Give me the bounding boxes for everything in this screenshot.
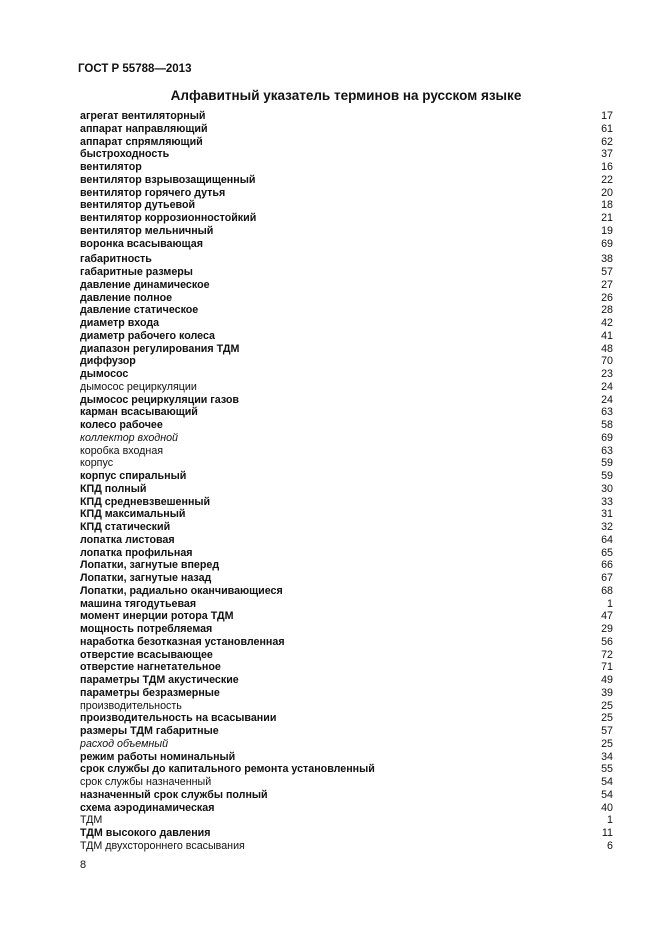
index-term: карман всасывающий bbox=[80, 406, 198, 419]
index-entry bbox=[80, 330, 613, 343]
index-term: КПД средневзвешенный bbox=[80, 495, 211, 508]
index-entry bbox=[80, 687, 613, 700]
index-term: назначенный срок службы полный bbox=[80, 788, 268, 801]
index-page-ref: 47 bbox=[601, 610, 613, 623]
index-page-ref: 25 bbox=[601, 699, 613, 712]
index-entry bbox=[80, 199, 613, 212]
index-page-ref: 68 bbox=[601, 584, 613, 597]
index-term: машина тягодутьевая bbox=[80, 597, 197, 610]
index-page-ref: 66 bbox=[601, 559, 613, 572]
index-term: аппарат спрямляющий bbox=[80, 135, 203, 148]
index-page-ref: 54 bbox=[601, 776, 613, 788]
index-term: давление статическое bbox=[80, 304, 199, 317]
index-entry bbox=[80, 266, 613, 279]
index-entry bbox=[80, 394, 613, 407]
index-term: производительность на всасывании bbox=[80, 712, 277, 725]
index-term: Лопатки, загнутые вперед bbox=[80, 559, 220, 572]
index-page-ref: 49 bbox=[601, 674, 613, 686]
index-entry bbox=[80, 304, 613, 317]
index-entry bbox=[80, 279, 613, 292]
index-entry bbox=[80, 610, 613, 623]
index-term: производительность bbox=[80, 699, 182, 712]
index-entry bbox=[80, 381, 613, 394]
index-entry bbox=[80, 751, 613, 764]
index-page-ref: 71 bbox=[601, 661, 613, 674]
index-term: КПД полный bbox=[80, 482, 147, 495]
index-term: КПД статический bbox=[80, 521, 171, 533]
index-term: диаметр рабочего колеса bbox=[80, 329, 215, 342]
index-term: Лопатки, загнутые назад bbox=[80, 572, 212, 584]
index-term: вентилятор горячего дутья bbox=[80, 186, 226, 199]
index-page-ref: 25 bbox=[601, 712, 613, 725]
index-entry bbox=[80, 355, 613, 368]
index-page-ref: 20 bbox=[601, 186, 613, 199]
index-page-ref: 23 bbox=[601, 368, 613, 380]
index-term: ТДМ двухстороннего всасывания bbox=[80, 839, 245, 852]
index-entry bbox=[80, 700, 613, 713]
index-entry bbox=[80, 712, 613, 725]
index-page-ref: 32 bbox=[601, 521, 613, 533]
index-entry bbox=[80, 840, 613, 853]
index-page-ref: 48 bbox=[601, 342, 613, 355]
index-term: диапазон регулирования ТДМ bbox=[80, 342, 240, 355]
index-term: наработка безотказная установленная bbox=[80, 635, 285, 648]
index-page-ref: 38 bbox=[601, 253, 613, 266]
index-entry bbox=[80, 763, 613, 776]
index-page-ref: 24 bbox=[601, 393, 613, 406]
index-entry bbox=[80, 432, 613, 445]
index-page-ref: 6 bbox=[607, 839, 613, 852]
index-term: отверстие всасывающее bbox=[80, 648, 213, 661]
index-page-ref: 56 bbox=[601, 635, 613, 648]
term-index-list bbox=[80, 110, 613, 853]
index-term: вентилятор bbox=[80, 161, 142, 173]
index-page-ref: 63 bbox=[601, 406, 613, 419]
document-code: ГОСТ Р 55788—2013 bbox=[78, 63, 192, 75]
index-term: отверстие нагнетательное bbox=[80, 661, 221, 674]
index-entry bbox=[80, 521, 613, 534]
index-entry bbox=[80, 585, 613, 598]
index-entry bbox=[80, 802, 613, 815]
index-entry bbox=[80, 814, 613, 827]
index-entry bbox=[80, 674, 613, 687]
index-page-ref: 28 bbox=[601, 304, 613, 317]
index-entry bbox=[80, 483, 613, 496]
index-page-ref: 40 bbox=[601, 801, 613, 814]
index-entry bbox=[80, 148, 613, 161]
index-page-ref: 72 bbox=[601, 648, 613, 661]
index-page-ref: 1 bbox=[607, 814, 613, 827]
index-page-ref: 64 bbox=[601, 533, 613, 546]
index-page-ref: 41 bbox=[601, 329, 613, 342]
index-term: дымосос bbox=[80, 368, 129, 380]
index-term: ТДМ высокого давления bbox=[80, 827, 211, 839]
index-term: коллектор входной bbox=[80, 431, 178, 444]
index-page-ref: 33 bbox=[601, 495, 613, 508]
index-term: лопатка листовая bbox=[80, 533, 175, 546]
index-entry bbox=[80, 623, 613, 636]
index-term: Лопатки, радиально оканчивающиеся bbox=[80, 584, 283, 597]
index-term: быстроходность bbox=[80, 148, 170, 161]
index-entry bbox=[80, 470, 613, 483]
index-term: вентилятор мельничный bbox=[80, 224, 214, 237]
index-page-ref: 63 bbox=[601, 444, 613, 457]
page-number: 8 bbox=[80, 859, 87, 871]
index-page-ref: 54 bbox=[601, 788, 613, 801]
index-page-ref: 69 bbox=[601, 237, 613, 250]
index-page-ref: 22 bbox=[601, 173, 613, 186]
index-page-ref: 62 bbox=[601, 135, 613, 148]
index-entry bbox=[80, 661, 613, 674]
index-term: давление динамическое bbox=[80, 278, 210, 291]
index-page-ref: 34 bbox=[601, 750, 613, 763]
index-page-ref: 59 bbox=[601, 470, 613, 482]
index-term: параметры безразмерные bbox=[80, 686, 220, 699]
index-entry bbox=[80, 110, 613, 123]
index-page-ref: 31 bbox=[601, 508, 613, 521]
index-page-ref: 39 bbox=[601, 686, 613, 699]
index-term: режим работы номинальный bbox=[80, 750, 236, 763]
index-page-ref: 11 bbox=[601, 827, 613, 839]
index-entry bbox=[80, 508, 613, 521]
index-entry bbox=[80, 212, 613, 225]
index-entry bbox=[80, 789, 613, 802]
index-term: корпус bbox=[80, 457, 114, 470]
index-page-ref: 69 bbox=[601, 431, 613, 444]
index-page-ref: 65 bbox=[601, 546, 613, 559]
index-term: мощность потребляемая bbox=[80, 623, 213, 635]
index-term: габаритные размеры bbox=[80, 266, 193, 278]
index-page-ref: 24 bbox=[601, 380, 613, 393]
index-term: вентилятор дутьевой bbox=[80, 199, 196, 212]
index-term: схема аэродинамическая bbox=[80, 801, 215, 814]
index-page-ref: 25 bbox=[601, 737, 613, 750]
index-page-ref: 21 bbox=[601, 212, 613, 224]
index-term: ТДМ bbox=[80, 814, 103, 827]
index-entry bbox=[80, 636, 613, 649]
index-entry bbox=[80, 738, 613, 751]
index-term: момент инерции ротора ТДМ bbox=[80, 610, 234, 623]
index-page-ref: 67 bbox=[601, 572, 613, 584]
index-entry bbox=[80, 649, 613, 662]
index-entry bbox=[80, 534, 613, 547]
index-page-ref: 70 bbox=[601, 355, 613, 368]
index-entry bbox=[80, 559, 613, 572]
index-term: вентилятор взрывозащищенный bbox=[80, 173, 256, 186]
index-term: КПД максимальный bbox=[80, 508, 186, 521]
index-title-text: Алфавитный указатель терминов на русском языке bbox=[170, 88, 522, 103]
index-entry bbox=[80, 598, 613, 611]
index-title bbox=[0, 88, 662, 103]
index-entry bbox=[80, 317, 613, 330]
index-entry bbox=[80, 187, 613, 200]
index-page-ref: 1 bbox=[607, 597, 613, 610]
index-term: срок службы до капитального ремонта установленный bbox=[80, 763, 375, 776]
index-entry bbox=[80, 725, 613, 738]
index-term: вентилятор коррозионностойкий bbox=[80, 212, 257, 224]
index-page-ref: 61 bbox=[601, 122, 613, 135]
index-entry bbox=[80, 496, 613, 509]
index-term: дымосос рециркуляции газов bbox=[80, 393, 239, 406]
index-entry bbox=[80, 572, 613, 585]
index-term: размеры ТДМ габаритные bbox=[80, 725, 219, 737]
index-entry bbox=[80, 368, 613, 381]
index-entry bbox=[80, 225, 613, 238]
index-entry bbox=[80, 406, 613, 419]
index-entry bbox=[80, 174, 613, 187]
index-term: давление полное bbox=[80, 291, 173, 304]
index-page-ref: 57 bbox=[601, 725, 613, 737]
index-term: корпус спиральный bbox=[80, 470, 187, 482]
index-page-ref: 42 bbox=[601, 317, 613, 329]
index-entry bbox=[80, 457, 613, 470]
index-entry bbox=[80, 292, 613, 305]
index-term: лопатка профильная bbox=[80, 546, 193, 559]
index-page-ref: 18 bbox=[601, 199, 613, 212]
index-term: агрегат вентиляторный bbox=[80, 110, 206, 122]
index-term: воронка всасывающая bbox=[80, 237, 203, 250]
index-page-ref: 17 bbox=[601, 110, 613, 122]
index-page-ref: 59 bbox=[601, 457, 613, 470]
index-page-ref: 30 bbox=[601, 482, 613, 495]
index-page-ref: 57 bbox=[601, 266, 613, 278]
index-entry bbox=[80, 238, 613, 251]
index-page-ref: 29 bbox=[601, 623, 613, 635]
index-entry bbox=[80, 419, 613, 432]
index-entry bbox=[80, 136, 613, 149]
index-term: габаритность bbox=[80, 253, 152, 266]
index-page-ref: 26 bbox=[601, 291, 613, 304]
index-entry bbox=[80, 547, 613, 560]
index-page-ref: 19 bbox=[601, 224, 613, 237]
index-entry bbox=[80, 776, 613, 789]
index-term: колесо рабочее bbox=[80, 419, 163, 431]
index-entry bbox=[80, 123, 613, 136]
index-page-ref: 16 bbox=[601, 161, 613, 173]
index-page-ref: 27 bbox=[601, 278, 613, 291]
index-page-ref: 55 bbox=[601, 763, 613, 776]
index-term: срок службы назначенный bbox=[80, 776, 212, 788]
index-term: диффузор bbox=[80, 355, 136, 368]
index-entry bbox=[80, 343, 613, 356]
index-entry bbox=[80, 445, 613, 458]
index-term: параметры ТДМ акустические bbox=[80, 674, 239, 686]
index-page-ref: 37 bbox=[601, 148, 613, 161]
index-entry bbox=[80, 161, 613, 174]
index-entry bbox=[80, 253, 613, 266]
index-entry bbox=[80, 827, 613, 840]
index-term: дымосос рециркуляции bbox=[80, 380, 197, 393]
index-term: расход объемный bbox=[80, 737, 169, 750]
index-term: коробка входная bbox=[80, 444, 164, 457]
index-term: диаметр входа bbox=[80, 317, 160, 329]
index-term: аппарат направляющий bbox=[80, 122, 208, 135]
index-page-ref: 58 bbox=[601, 419, 613, 431]
